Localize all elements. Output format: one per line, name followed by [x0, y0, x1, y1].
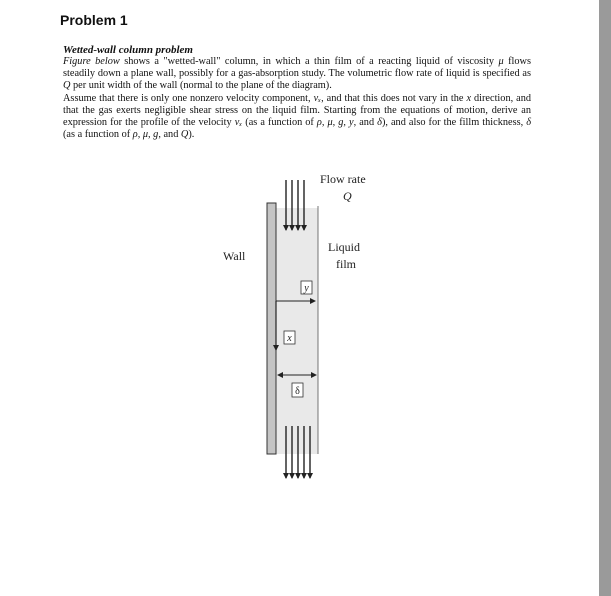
scrollbar[interactable]	[599, 0, 611, 596]
flow-rate-symbol: Q	[343, 189, 352, 203]
mu-symbol: μ	[498, 56, 504, 67]
figure-ref: Figure below	[63, 56, 120, 67]
paragraph-description: Figure below shows a "wetted-wall" column, in which a thin film of a reacting liquid of viscosity μ flows steadily down a plane wall, possibly for a gas-absorption study. The volumetric flow rate of liquid is specified as Q per unit width of the wall (normal to the plane of the diagram).	[63, 56, 531, 92]
problem-title: Problem 1	[60, 12, 128, 28]
problem-statement	[63, 56, 531, 141]
wall	[267, 203, 276, 454]
section-heading: Wetted-wall column problem	[63, 44, 193, 56]
y-label: y	[304, 283, 309, 294]
film-label: film	[336, 257, 356, 271]
wetted-wall-diagram	[215, 168, 385, 488]
q-symbol: Q	[63, 80, 71, 92]
wall-label: Wall	[223, 249, 246, 263]
flow-rate-label: Flow rate	[320, 172, 366, 186]
liquid-film	[276, 208, 318, 454]
delta-label: δ	[295, 386, 300, 397]
paragraph-task: Assume that there is only one nonzero velocity component, vₓ, and that this does not vary in the x direction, and that the gas exerts negligible shear stress on the liquid film. Starting from the equations of motion, derive an expression for the profile of the velocity vₓ (as a function of ρ, μ, g, y, and δ), and also for the fillm thickness, δ (as a function of ρ, μ, g, and Q).	[63, 92, 532, 141]
liquid-label: Liquid	[328, 240, 360, 254]
x-label: x	[287, 333, 292, 344]
